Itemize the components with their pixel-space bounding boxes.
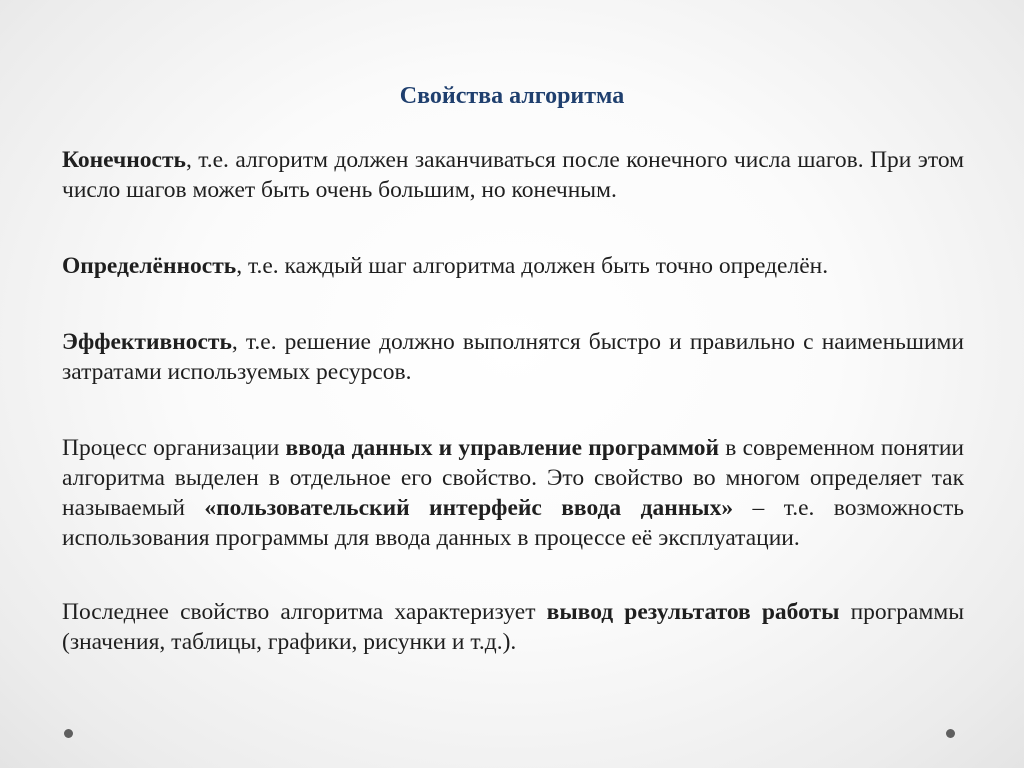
term-effectiveness: Эффективность — [62, 329, 232, 355]
term-user-interface: «пользовательский интерфейс ввода данных» — [204, 495, 734, 521]
term-input-control: ввода данных и управление программой — [285, 435, 720, 461]
term-definiteness: Определённость — [62, 253, 237, 279]
term-finiteness: Конечность — [62, 147, 186, 173]
input-text-1: Процесс организации — [62, 435, 286, 461]
property-finiteness — [62, 145, 964, 205]
output-paragraph — [62, 597, 964, 657]
finiteness-text: , т.е. алгоритм должен заканчиваться после конечного числа шагов. При этом число шагов может быть очень большим, но конечным. — [62, 147, 964, 203]
input-paragraph — [62, 433, 964, 553]
input-text-2: в современном понятии алгоритма выделен в отдельное его свойство. Это свойство во многом определяет так называемый — [62, 435, 964, 521]
term-output-results: вывод результатов работы — [546, 599, 840, 625]
definiteness-text: , т.е. каждый шаг алгоритма должен быть точно определён. — [236, 253, 829, 279]
effectiveness-text: , т.е. решение должно выполнятся быстро и правильно с наименьшими затратами используемых ресурсов. — [62, 329, 964, 385]
property-effectiveness — [62, 327, 964, 387]
slide-content — [62, 145, 964, 657]
output-text-2: программы (значения, таблицы, графики, рисунки и т.д.). — [62, 599, 965, 655]
property-definiteness — [62, 251, 964, 281]
slide-title: Свойства алгоритма — [399, 83, 625, 109]
decorative-dot-left — [64, 729, 73, 738]
input-text-3: – т.е. возможность использования программы для ввода данных в процессе её эксплуатации. — [62, 495, 965, 551]
decorative-dot-right — [946, 729, 955, 738]
output-text-1: Последнее свойство алгоритма характеризует — [62, 599, 547, 625]
